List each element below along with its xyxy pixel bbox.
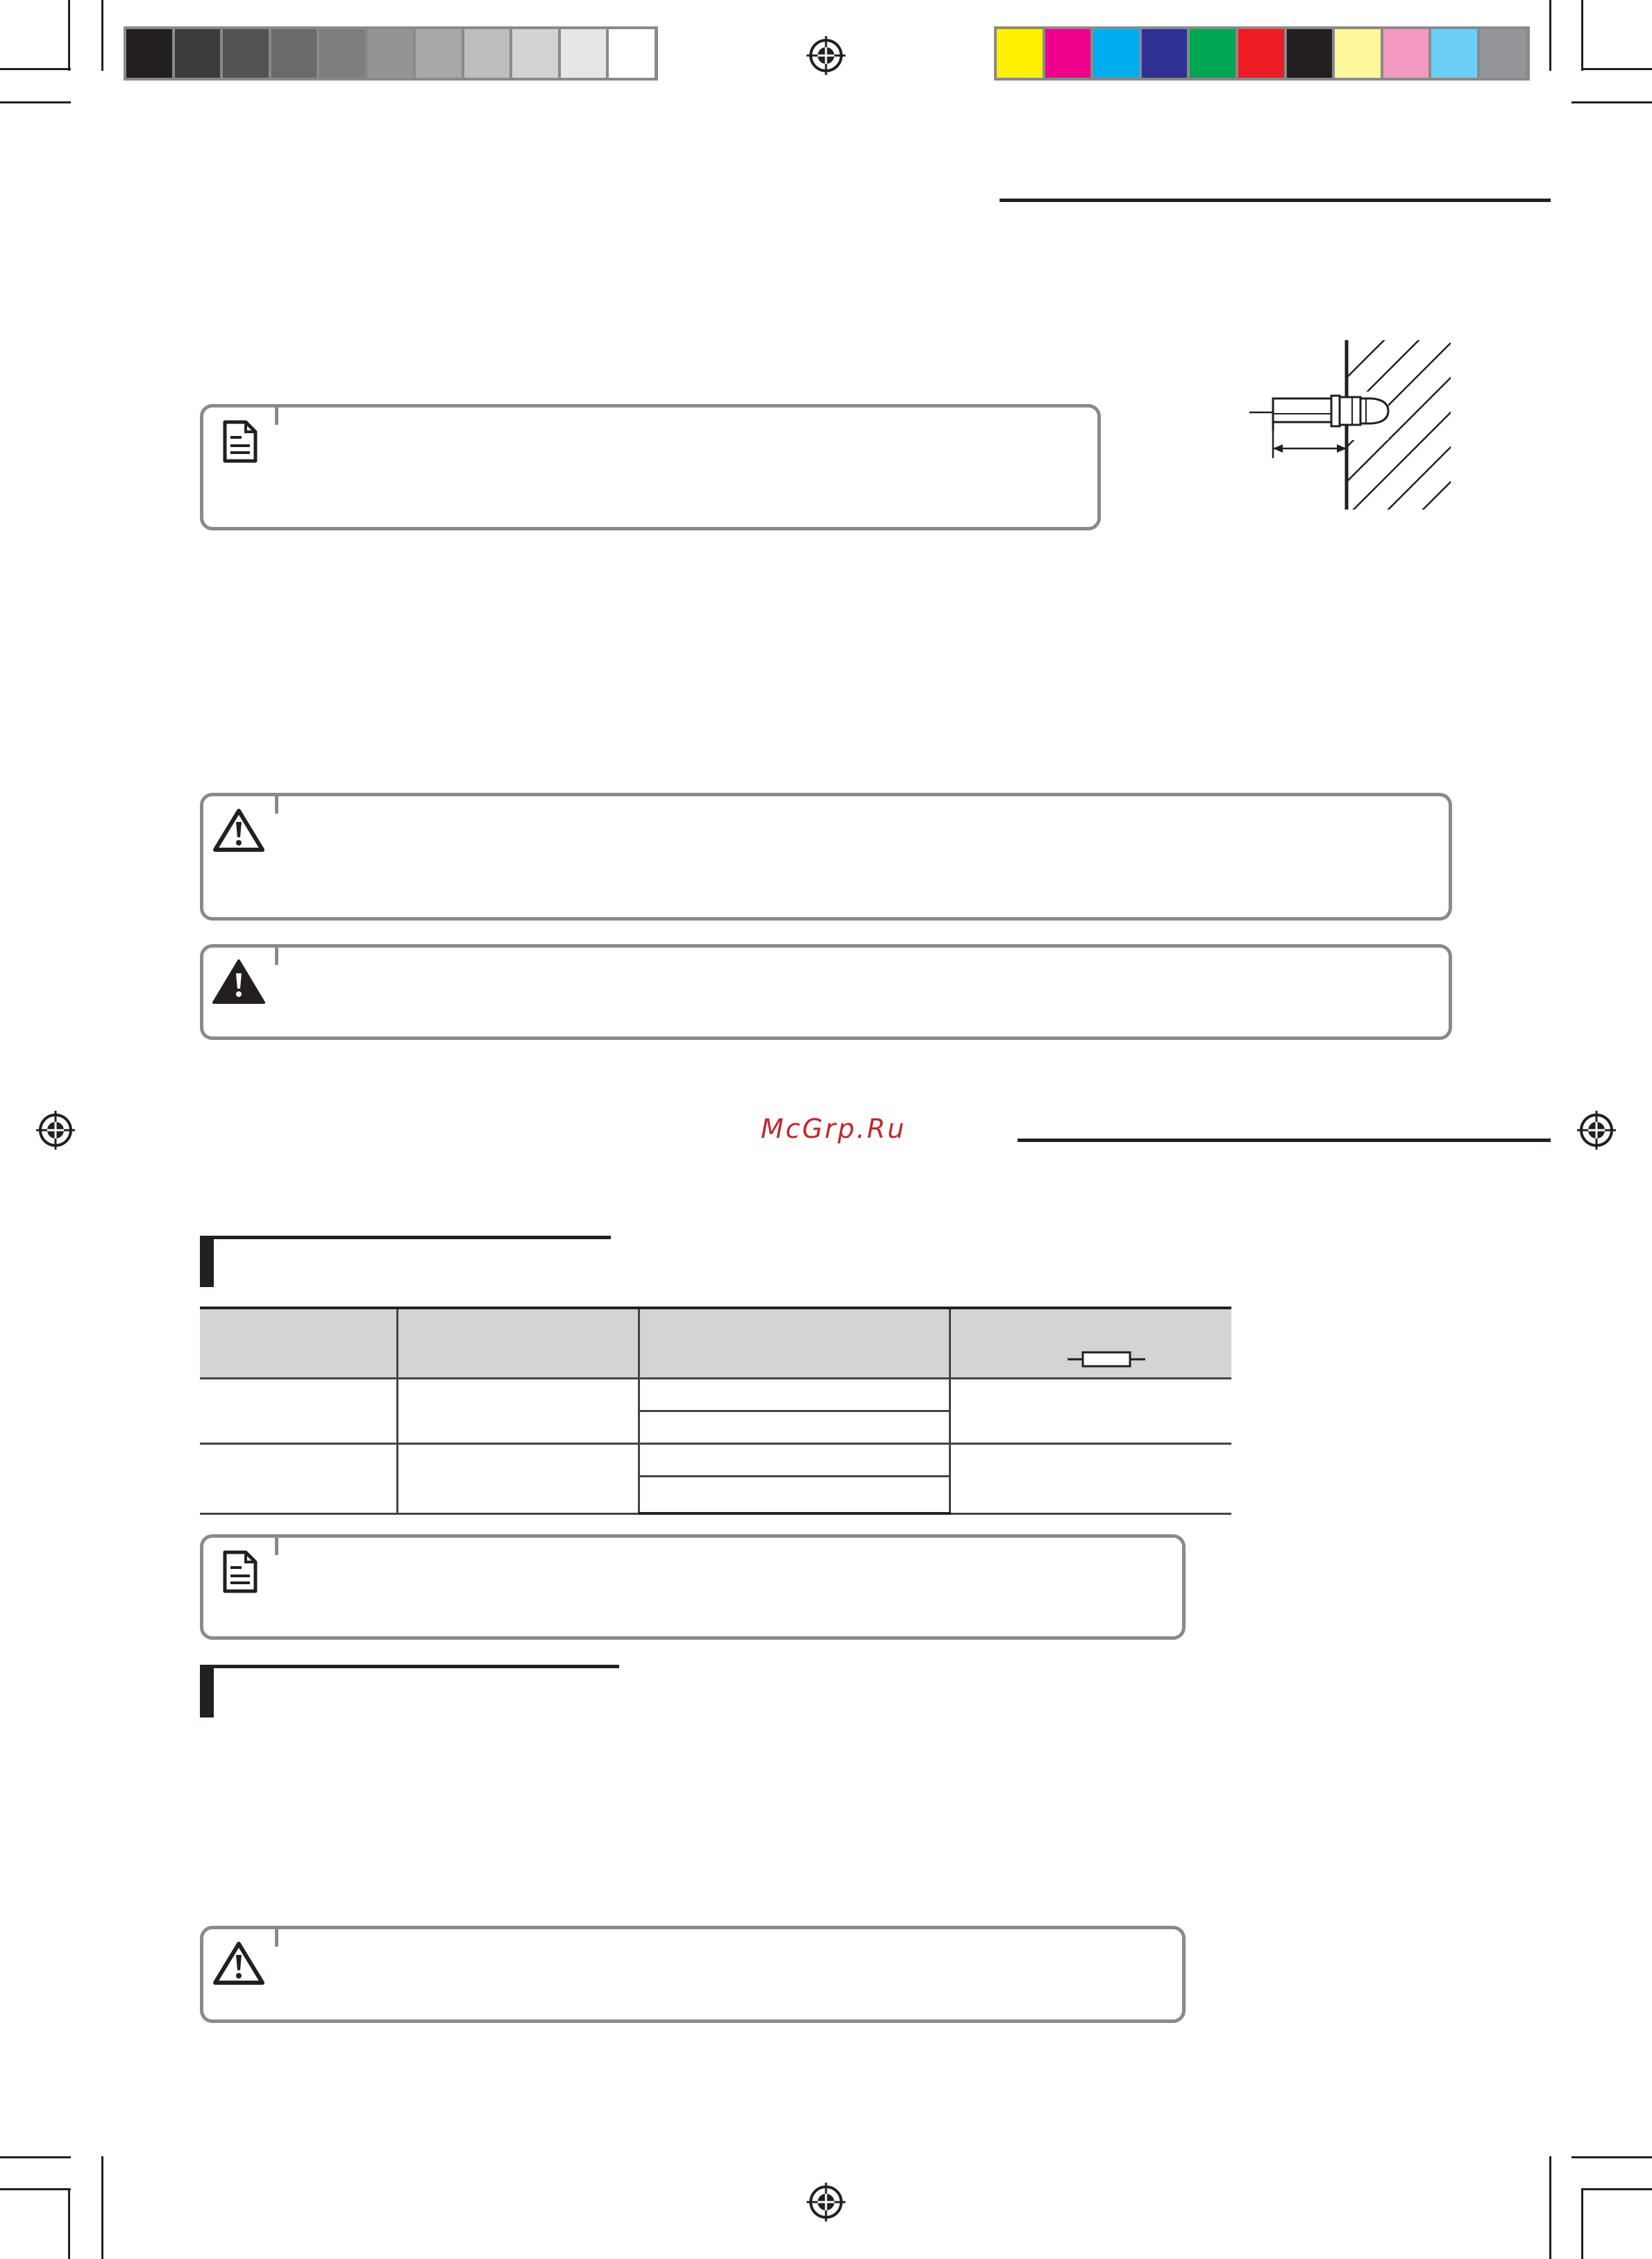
table-header-row: [200, 1308, 1231, 1379]
table-cell: [639, 1477, 950, 1514]
table-cell: [950, 1444, 1231, 1514]
color-swatch: [997, 29, 1043, 78]
color-swatch: [1142, 29, 1188, 78]
grayscale-swatch: [416, 29, 462, 78]
registration-mark-icon: [807, 36, 845, 75]
color-swatch: [1383, 29, 1429, 78]
color-swatch: [1238, 29, 1284, 78]
grayscale-swatch: [223, 29, 269, 78]
color-swatch: [1045, 29, 1091, 78]
table-cell: [639, 1379, 950, 1411]
table-cell: [950, 1379, 1231, 1444]
grayscale-swatch: [126, 29, 172, 78]
grayscale-swatch: [271, 29, 317, 78]
warning-icon: [212, 958, 265, 1004]
box-tab: [275, 1536, 278, 1555]
color-swatch: [1190, 29, 1236, 78]
table-cell: [397, 1444, 639, 1514]
header-rule: [1000, 199, 1551, 202]
grayscale-swatch: [175, 29, 221, 78]
registration-mark-icon: [807, 2183, 845, 2222]
table-cell: [200, 1444, 397, 1514]
spec-table: [200, 1307, 1231, 1515]
warning-box: [200, 944, 1452, 1040]
pipe-wall-diagram: [1242, 336, 1465, 517]
caution-icon: [212, 807, 265, 853]
note-icon: [221, 1550, 260, 1594]
caution-box: [200, 1926, 1186, 2023]
box-tab: [275, 405, 278, 425]
table-cell: [200, 1379, 397, 1444]
caution-icon: [212, 1940, 265, 1985]
table-cell: [397, 1379, 639, 1444]
table-header-cell: [200, 1308, 397, 1379]
grayscale-swatch: [368, 29, 414, 78]
grayscale-swatch: [512, 29, 558, 78]
table-header-cell: [950, 1308, 1231, 1379]
box-tab: [275, 946, 278, 965]
caution-box: [200, 793, 1452, 921]
note-box: [200, 1534, 1186, 1640]
box-tab: [275, 1927, 278, 1947]
note-icon: [221, 419, 260, 464]
table-row: [200, 1379, 1231, 1411]
section-heading-marker: [200, 1668, 214, 1718]
box-tab: [275, 794, 278, 814]
section-heading-marker: [200, 1237, 214, 1287]
grayscale-swatch: [319, 29, 365, 78]
watermark: McGrp.Ru: [761, 1114, 907, 1144]
table-cell: [639, 1411, 950, 1444]
grayscale-swatch: [561, 29, 607, 78]
color-swatch: [1480, 29, 1526, 78]
grayscale-swatch: [609, 29, 655, 78]
registration-mark-icon: [36, 1111, 75, 1150]
color-swatch: [1093, 29, 1139, 78]
table-header-cell: [397, 1308, 639, 1379]
color-swatch: [1335, 29, 1381, 78]
section-heading-rule: [200, 1236, 611, 1239]
section-rule: [1018, 1139, 1551, 1142]
note-box: [200, 404, 1101, 530]
table-row: [200, 1444, 1231, 1477]
registration-mark-icon: [1577, 1111, 1616, 1150]
table-cell: [639, 1444, 950, 1477]
fuse-symbol-icon: [1068, 1350, 1145, 1369]
color-swatch: [1431, 29, 1477, 78]
table-header-cell: [639, 1308, 950, 1379]
section-heading-rule: [200, 1665, 619, 1668]
color-swatch: [1287, 29, 1333, 78]
grayscale-swatch: [464, 29, 510, 78]
